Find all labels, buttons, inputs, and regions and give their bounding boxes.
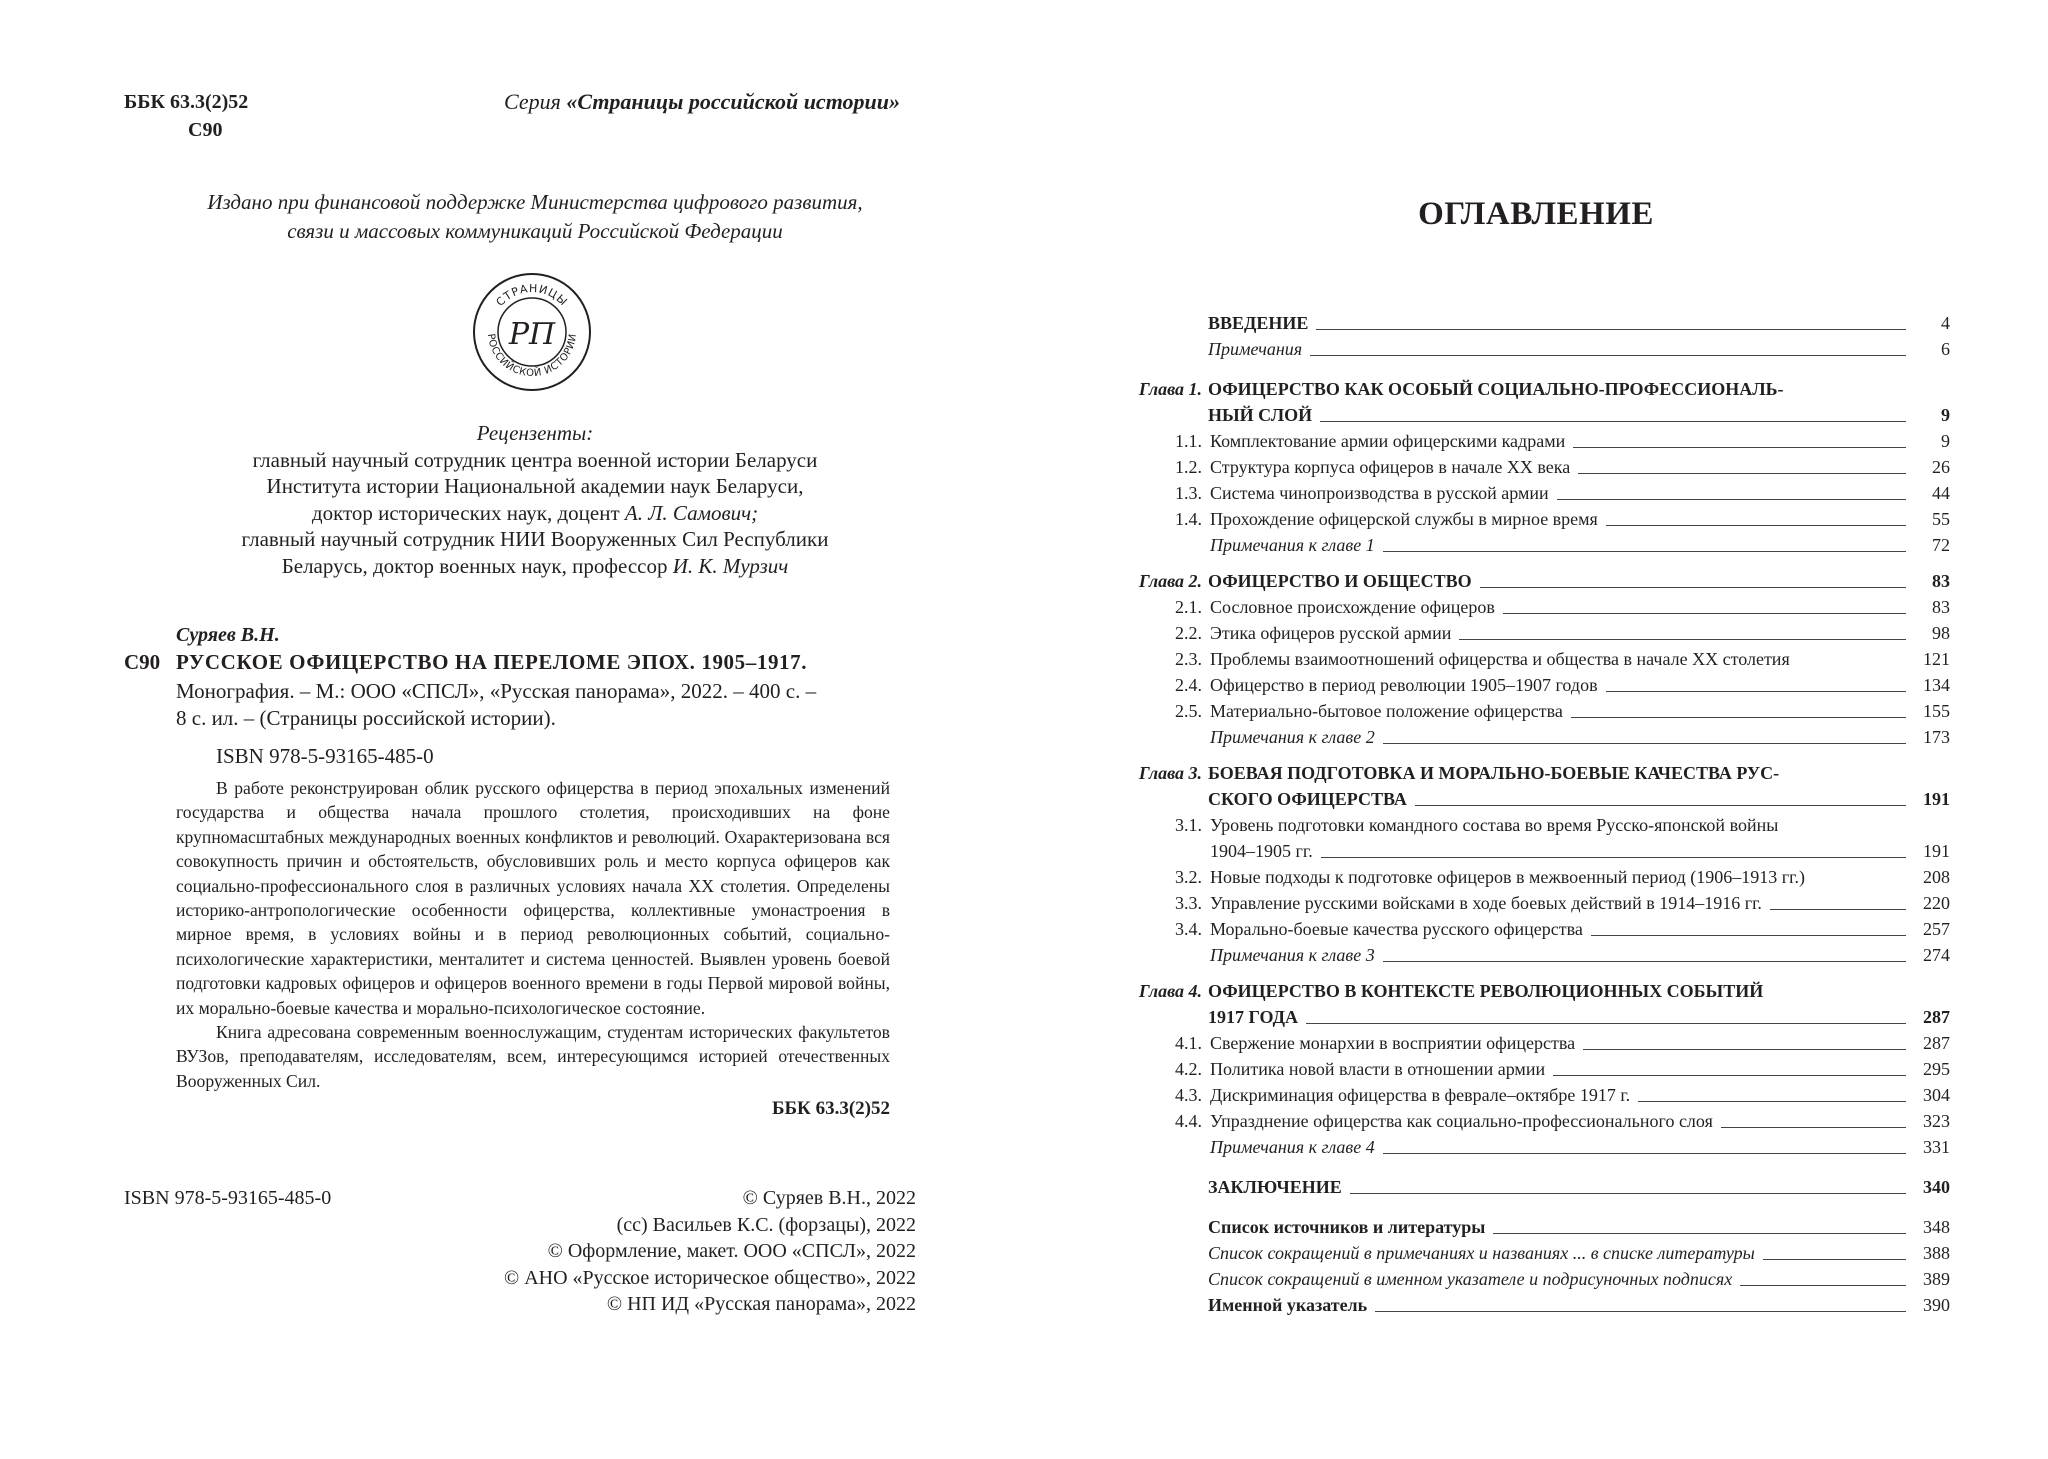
toc-entry-bibliography[interactable]: Список источников и литературы 348 xyxy=(1208,1217,1950,1237)
toc-entry-name-index[interactable]: Именной указатель 390 xyxy=(1208,1295,1950,1315)
author-mark: С90 xyxy=(188,119,223,141)
toc-section[interactable]: 3.1. Уровень подготовки командного состава во время Русско-японской войны xyxy=(1175,815,1779,835)
toc-section[interactable]: 3.4. Морально-боевые качества русского офицерства 257 xyxy=(1175,919,1950,939)
author-mark: С90 xyxy=(124,650,161,674)
toc-section[interactable]: 1.4. Прохождение офицерской службы в мирное время 55 xyxy=(1175,509,1950,529)
table-of-contents xyxy=(1120,310,1950,1318)
toc-section[interactable]: 2.3. Проблемы взаимоотношений офицерства и общества в начале XX столетия 121 xyxy=(1175,649,1950,669)
toc-section[interactable]: 2.2. Этика офицеров русской армии 98 xyxy=(1175,623,1950,643)
toc-section[interactable]: 4.1. Свержение монархии в восприятии офицерства 287 xyxy=(1175,1033,1950,1053)
toc-section[interactable]: 2.4. Офицерство в период революции 1905–1907 годов 134 xyxy=(1175,675,1950,695)
svg-text:РОССИЙСКОЙ ИСТОРИИ: РОССИЙСКОЙ ИСТОРИИ xyxy=(484,332,580,380)
toc-notes[interactable]: Примечания к главе 2 173 xyxy=(1210,727,1950,747)
toc-section[interactable]: 1.3. Система чинопроизводства в русской армии 44 xyxy=(1175,483,1950,503)
toc-chapter-3[interactable]: Глава 3. БОЕВАЯ ПОДГОТОВКА И МОРАЛЬНО-БОЕВЫЕ КАЧЕСТВА РУС- xyxy=(1138,763,1780,783)
abstract xyxy=(176,776,890,1122)
copyright-line: © Оформление, макет. ООО «СПСЛ», 2022 xyxy=(547,1240,916,1263)
bbk-code: ББК 63.3(2)52 xyxy=(124,91,249,113)
toc-section[interactable]: 4.4. Упразднение офицерства как социально-профессионального слоя 323 xyxy=(1175,1111,1950,1131)
copyright-line: © НП ИД «Русская панорама», 2022 xyxy=(606,1293,916,1316)
reviewers-label: Рецензенты: xyxy=(476,421,594,445)
toc-notes[interactable]: Примечания к главе 3 274 xyxy=(1210,945,1950,965)
toc-section[interactable]: 2.1. Сословное происхождение офицеров 83 xyxy=(1175,597,1950,617)
page-title: ОГЛАВЛЕНИЕ xyxy=(1418,196,1654,232)
series-seal-icon xyxy=(470,270,594,394)
copyright-line: © АНО «Русское историческое общество», 2022 xyxy=(504,1266,916,1289)
toc-notes[interactable]: Примечания к главе 4 331 xyxy=(1210,1137,1950,1157)
series-title: Серия «Страницы российской истории» xyxy=(504,89,900,114)
toc-section[interactable]: 3.2. Новые подходы к подготовке офицеров в межвоенный период (1906–1913 гг.) 208 xyxy=(1175,867,1950,887)
isbn-bottom: ISBN 978-5-93165-485-0 xyxy=(124,1187,332,1209)
toc-section[interactable]: 4.3. Дискриминация офицерства в феврале–октябре 1917 г. 304 xyxy=(1175,1085,1950,1105)
isbn: ISBN 978-5-93165-485-0 xyxy=(216,744,434,768)
toc-chapter-1[interactable]: Глава 1. ОФИЦЕРСТВО КАК ОСОБЫЙ СОЦИАЛЬНО-ПРОФЕССИОНАЛЬ- xyxy=(1138,379,1784,399)
table-of-contents-page xyxy=(1024,0,2048,1459)
toc-section[interactable]: 3.3. Управление русскими войсками в ходе боевых действий в 1914–1916 гг. 220 xyxy=(1175,893,1950,913)
abstract-paragraph: В работе реконструирован облик русского офицерства в период эпохальных изменений государства и общества начала прошлого столетия, происходивших на фоне крупномасштабных международных военных конфликтов и революций. Охарактеризована вся совокупность причин и обстоятельств, обусловивших роль и место корпуса офицеров как социально-профессионального слоя в различных условиях начала XX столетия. Определены историко-антропологические особенности офицерства, коллективные умонастроения в мирное время, в условиях войны и в период революционных событий, социально-психологические характеристики, менталитет и система ценностей. Выявлен уровень боевой подготовки кадровых офицеров и офицеров военного времени в годы Первой мировой войны, их морально-боевые качества и морально-психологическое состояние. xyxy=(176,778,890,1018)
toc-entry-intro[interactable]: ВВЕДЕНИЕ 4 xyxy=(1208,313,1950,333)
toc-section[interactable]: 2.5. Материально-бытовое положение офицерства 155 xyxy=(1175,701,1950,721)
bbk-classification xyxy=(124,88,248,144)
toc-section[interactable]: 1.1. Комплектование армии офицерскими кадрами 9 xyxy=(1175,431,1950,451)
toc-notes[interactable]: Примечания к главе 1 72 xyxy=(1210,535,1950,555)
svg-text:РП: РП xyxy=(508,317,556,352)
toc-section-cont[interactable]: 1904–1905 гг. 191 xyxy=(1210,841,1950,861)
toc-chapter-3-cont[interactable]: СКОГО ОФИЦЕРСТВА 191 xyxy=(1208,789,1950,809)
toc-chapter-2[interactable]: Глава 2. ОФИЦЕРСТВО И ОБЩЕСТВО 83 xyxy=(1138,571,1950,591)
toc-section[interactable]: 1.2. Структура корпуса офицеров в начале XX века 26 xyxy=(1175,457,1950,477)
toc-chapter-1-cont[interactable]: НЫЙ СЛОЙ 9 xyxy=(1208,405,1950,425)
imprint: Монография. – М.: ООО «СПСЛ», «Русская панорама», 2022. – 400 с. – 8 с. ил. – (Страницы российской истории). xyxy=(176,679,817,730)
toc-chapter-4[interactable]: Глава 4. ОФИЦЕРСТВО В КОНТЕКСТЕ РЕВОЛЮЦИОННЫХ СОБЫТИЙ xyxy=(1138,981,1764,1001)
reviewer-name: И. К. Мурзич xyxy=(672,553,789,578)
toc-entry-abbreviations-index[interactable]: Список сокращений в именном указателе и подрисуночных подписях 389 xyxy=(1208,1269,1950,1289)
book-author: Суряев В.Н. xyxy=(176,624,280,646)
toc-chapter-4-cont[interactable]: 1917 ГОДА 287 xyxy=(1208,1007,1950,1027)
toc-entry-intro-notes[interactable]: Примечания 6 xyxy=(1208,339,1950,359)
toc-entry-abbreviations-notes[interactable]: Список сокращений в примечаниях и названиях ... в списке литературы 388 xyxy=(1208,1243,1950,1263)
series-name: «Страницы российской истории» xyxy=(566,89,900,114)
book-title: РУССКОЕ ОФИЦЕРСТВО НА ПЕРЕЛОМЕ ЭПОХ. 1905–1917. xyxy=(176,650,808,674)
copyright-line: (cc) Васильев К.С. (форзацы), 2022 xyxy=(616,1213,916,1236)
catalog-card xyxy=(124,622,890,770)
reviewer-name: А. Л. Самович; xyxy=(624,500,759,525)
abstract-paragraph: Книга адресована современным военнослужащим, студентам исторических факультетов ВУЗов, преподавателям, исследователям, всем, интересующимся историей отечественных Вооруженных Сил. xyxy=(176,1022,890,1091)
copyright-line: © Суряев В.Н., 2022 xyxy=(742,1187,916,1209)
reviewers-block: Рецензенты: главный научный сотрудник центра военной истории Беларуси Института истории Национальной академии наук Беларуси, доктор исторических наук, доцент А. Л. Самович; главный научный сотрудник НИИ Вооруженных Сил Республики Беларусь, доктор военных наук, профессор И. К. Мурзич xyxy=(140,420,930,579)
toc-entry-conclusion[interactable]: ЗАКЛЮЧЕНИЕ 340 xyxy=(1208,1177,1950,1197)
svg-text:СТРАНИЦЫ: СТРАНИЦЫ xyxy=(493,281,571,309)
copyright-list xyxy=(216,1185,916,1318)
toc-section[interactable]: 4.2. Политика новой власти в отношении армии 295 xyxy=(1175,1059,1950,1079)
funding-note: Издано при финансовой поддержке Министерства цифрового развития, связи и массовых коммуникаций Российской Федерации xyxy=(207,190,863,243)
bbk-code: ББК 63.3(2)52 xyxy=(771,1098,890,1120)
